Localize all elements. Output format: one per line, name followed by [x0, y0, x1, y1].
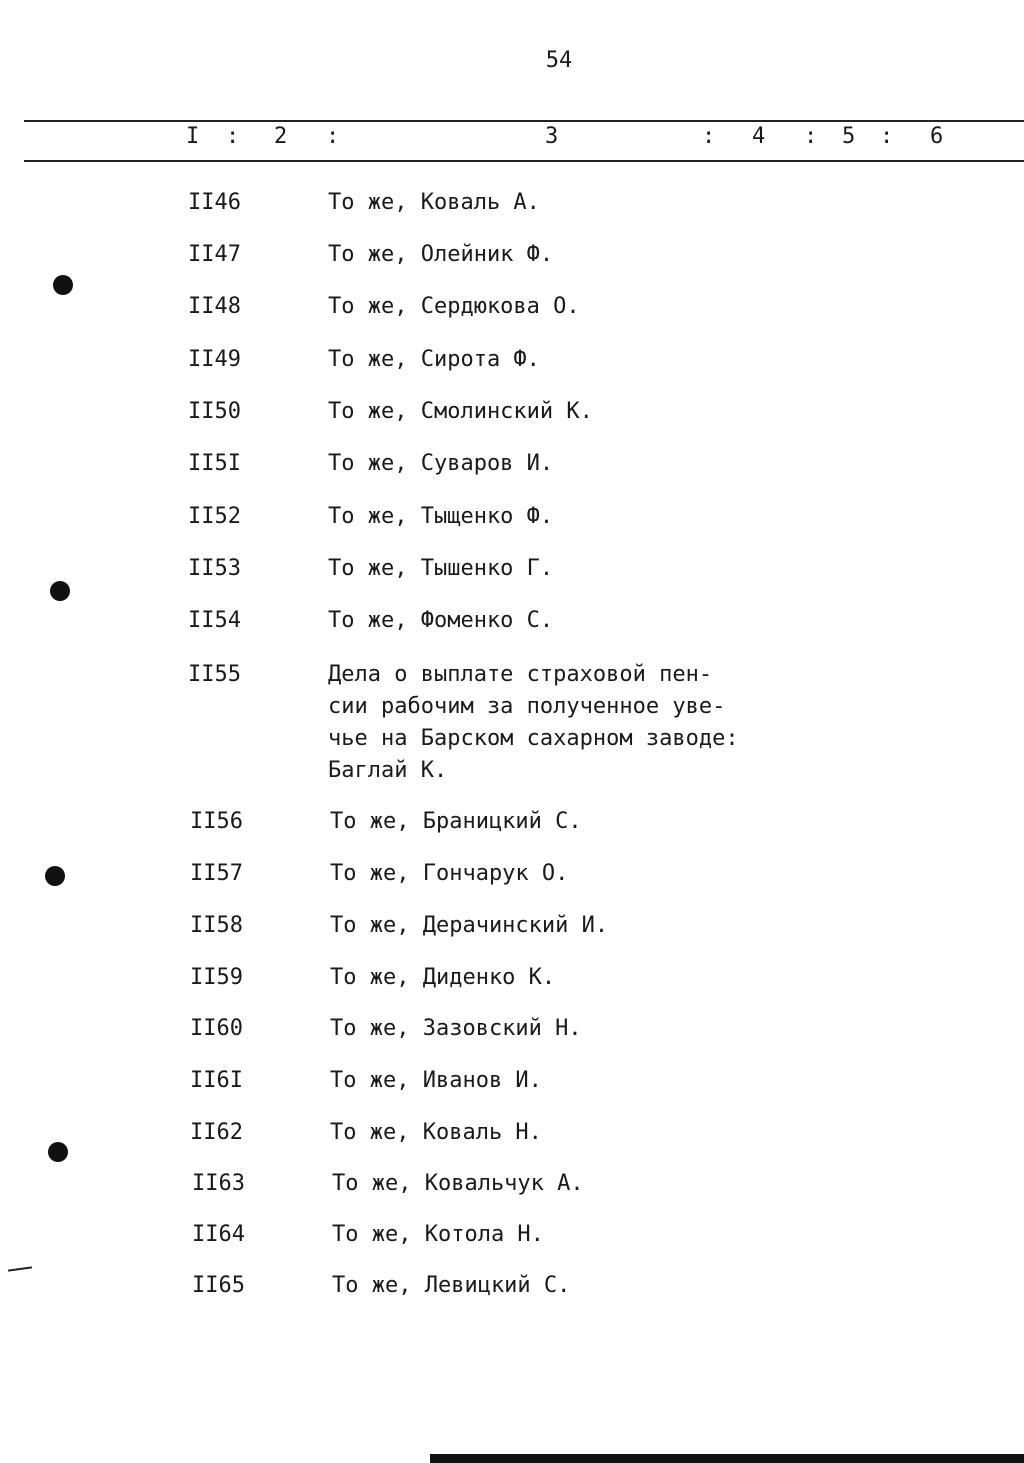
- table-header-rule: [24, 160, 1024, 162]
- col-header-2: 2: [274, 124, 288, 149]
- entry-number: II62: [190, 1120, 243, 1145]
- edge-mark: [8, 1266, 32, 1271]
- entry-description: То же, Коваль Н.: [330, 1120, 542, 1145]
- entry-number: II54: [188, 608, 241, 633]
- punch-hole: [50, 581, 70, 601]
- entry-number: II60: [190, 1016, 243, 1041]
- entry-description: Дела о выплате страховой пен- сии рабочим за полученное уве- чье на Барском сахарном заводе: Баглай К.: [328, 662, 739, 783]
- entry-description: То же, Сирота Ф.: [328, 347, 540, 372]
- entry-description: То же, Левицкий С.: [332, 1273, 571, 1298]
- punch-hole: [45, 866, 65, 886]
- punch-hole: [53, 275, 73, 295]
- entry-number: II55: [188, 662, 241, 687]
- entry-number: II63: [192, 1171, 245, 1196]
- entry-description: То же, Зазовский Н.: [330, 1016, 582, 1041]
- entry-number: II58: [190, 913, 243, 938]
- entry-number: II52: [188, 504, 241, 529]
- entry-description: То же, Суваров И.: [328, 451, 554, 476]
- table-top-rule: [24, 120, 1024, 122]
- entry-number: II59: [190, 965, 243, 990]
- col-header-4: 4: [752, 124, 766, 149]
- col-separator: :: [702, 124, 716, 149]
- entry-number: II48: [188, 294, 241, 319]
- page-number: 54: [545, 48, 573, 73]
- entry-description: То же, Олейник Ф.: [328, 242, 554, 267]
- entry-description: То же, Диденко К.: [330, 965, 556, 990]
- entry-number: II64: [192, 1222, 245, 1247]
- col-separator: :: [226, 124, 240, 149]
- table-header: [0, 124, 1024, 156]
- entry-description: То же, Иванов И.: [330, 1068, 542, 1093]
- entry-description: То же, Тышенко Г.: [328, 556, 554, 581]
- col-header-6: 6: [930, 124, 944, 149]
- col-header-5: 5: [842, 124, 856, 149]
- scan-edge-bar: [430, 1454, 1024, 1463]
- entry-number: II53: [188, 556, 241, 581]
- entry-number: II46: [188, 190, 241, 215]
- entry-number: II50: [188, 399, 241, 424]
- entry-description: То же, Котола Н.: [332, 1222, 544, 1247]
- entry-description: То же, Смолинский К.: [328, 399, 593, 424]
- col-header-3: 3: [545, 124, 559, 149]
- col-separator: :: [326, 124, 340, 149]
- entry-description: То же, Тыщенко Ф.: [328, 504, 554, 529]
- entry-number: II47: [188, 242, 241, 267]
- entry-description: То же, Браницкий С.: [330, 809, 582, 834]
- entry-number: II56: [190, 809, 243, 834]
- entry-description: То же, Ковальчук А.: [332, 1171, 584, 1196]
- entry-description: То же, Фоменко С.: [328, 608, 554, 633]
- punch-hole: [48, 1142, 68, 1162]
- entry-number: II5I: [188, 451, 241, 476]
- entry-description: То же, Гончарук О.: [330, 861, 569, 886]
- col-header-1: I: [186, 124, 200, 149]
- entry-number: II57: [190, 861, 243, 886]
- entry-number: II6I: [190, 1068, 243, 1093]
- entry-description: То же, Сердюкова О.: [328, 294, 580, 319]
- entry-description: То же, Дерачинский И.: [330, 913, 609, 938]
- col-separator: :: [804, 124, 818, 149]
- entry-number: II65: [192, 1273, 245, 1298]
- col-separator: :: [880, 124, 894, 149]
- entry-number: II49: [188, 347, 241, 372]
- entry-description: То же, Коваль А.: [328, 190, 540, 215]
